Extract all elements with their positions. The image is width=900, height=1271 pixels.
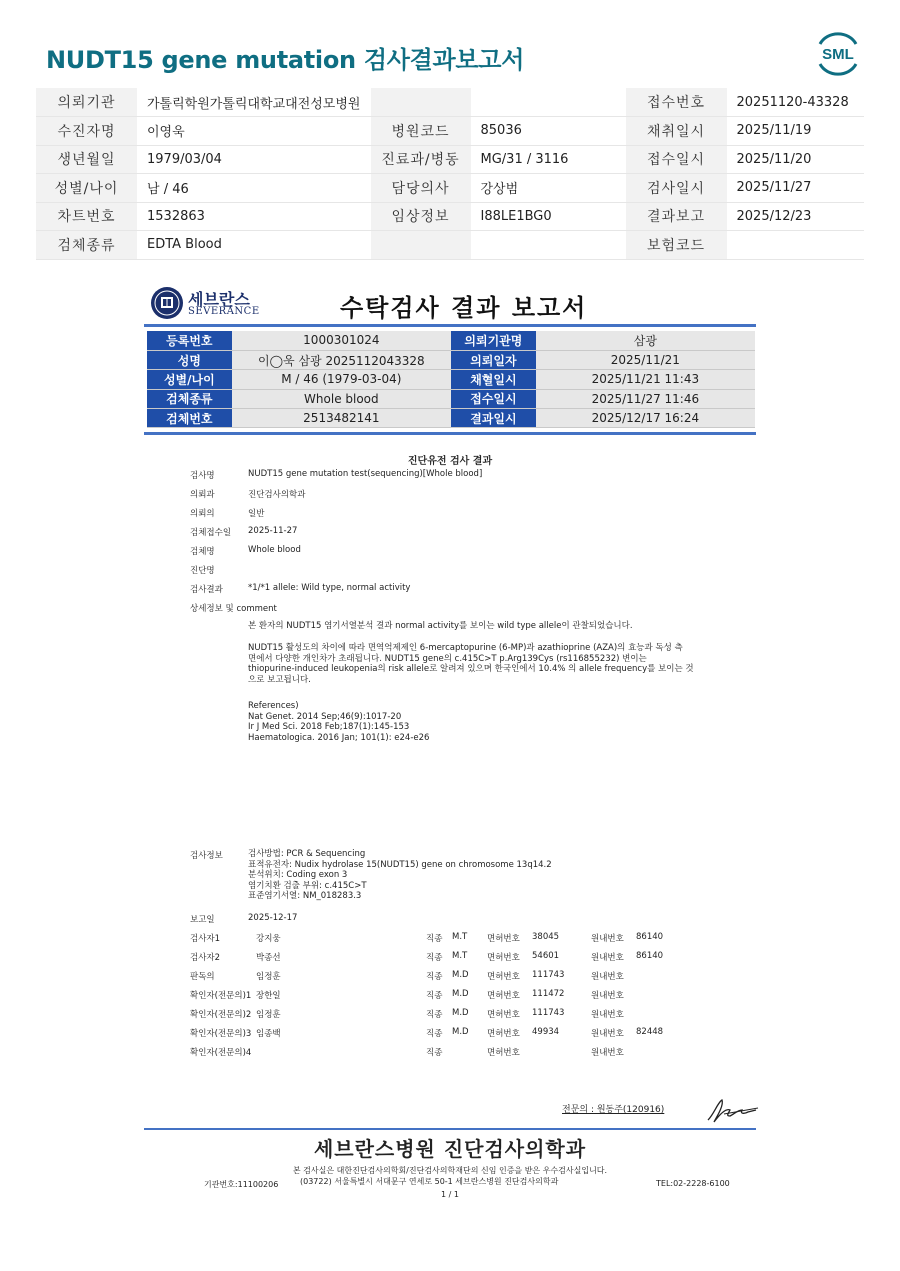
info-value: 가톨릭학원가톨릭대학교대전성모병원 (137, 88, 371, 117)
specialist-confirm: 전문의 : 원동주(120916) (562, 1105, 665, 1115)
severance-label: 성명 (147, 350, 232, 369)
reference-line: References) (248, 701, 299, 711)
severance-row (147, 389, 755, 408)
severance-header (150, 286, 756, 326)
info-value: I88LE1BG0 (471, 202, 626, 231)
result-field-value: Whole blood (248, 545, 301, 555)
info-label: 의뢰기관 (36, 88, 137, 117)
result-field-label: 진단명 (190, 566, 215, 576)
staff-cell: 확인자(전문의)1 (190, 991, 252, 1001)
severance-value: 2025/11/27 11:46 (536, 389, 755, 408)
consignment-report-title: 수탁검사 결과 보고서 (340, 294, 588, 322)
info-label: 진료과/병동 (371, 145, 471, 174)
severance-label: 결과일시 (451, 409, 536, 428)
severance-label: 의뢰기관명 (451, 331, 536, 350)
staff-cell: 면허번호 (487, 934, 520, 944)
telephone: TEL:02-2228-6100 (656, 1179, 730, 1188)
result-field-value: 일반 (248, 509, 265, 519)
info-value: 이영욱 (137, 117, 371, 146)
comment-line: NUDT15 활성도의 차이에 따라 면역억제제인 6-mercaptopurine (6-MP)과 azathioprine (AZA)의 효능과 독성 측 (248, 643, 683, 653)
info-row (36, 174, 864, 203)
test-info-label: 검사정보 (190, 851, 223, 861)
comment-line: thiopurine-induced leukopenia의 risk allele로 알려져 있으며 한국인에서 10.4% 의 allele frequency를 보이는 것 (248, 664, 694, 674)
severance-seal-icon (150, 286, 184, 320)
result-field-label: 검사명 (190, 471, 215, 481)
staff-cell: 86140 (636, 932, 664, 942)
info-value: 2025/11/19 (727, 117, 865, 146)
info-label: 채취일시 (626, 117, 727, 146)
info-value: 20251120-43328 (727, 88, 865, 117)
info-value: 강상범 (471, 174, 626, 203)
page-number: 1 / 1 (441, 1190, 459, 1199)
severance-label: 의뢰일자 (451, 350, 536, 369)
info-row (36, 202, 864, 231)
staff-cell: M.D (452, 1027, 469, 1037)
comment-line: 면에서 다양한 개인차가 초래됩니다. NUDT15 gene의 c.415C>T p.Arg139Cys (rs116855232) 변이는 (248, 653, 647, 664)
staff-cell: 111743 (532, 970, 565, 980)
certification-note: 본 검사실은 대한진단검사의학회/진단검사의학재단의 신임 인증을 받은 우수검사실입니다. (292, 1166, 608, 1175)
detail-label: 상세정보 및 comment (190, 604, 277, 614)
result-field-label: 의뢰의 (190, 509, 215, 519)
severance-value: Whole blood (232, 389, 451, 408)
info-label: 접수일시 (626, 145, 727, 174)
severance-label: 검체번호 (147, 409, 232, 428)
severance-name: 세브란스 (188, 290, 250, 309)
info-value: 2025/11/20 (727, 145, 865, 174)
reference-line: Ir J Med Sci. 2018 Feb;187(1):145-153 (248, 722, 410, 732)
info-label: 성별/나이 (36, 174, 137, 203)
staff-cell: 면허번호 (487, 972, 520, 982)
test-info-line: 분석위치: Coding exon 3 (248, 870, 348, 880)
info-value (471, 231, 626, 260)
result-field-value: 2025-11-27 (248, 526, 298, 536)
staff-cell: 확인자(전문의)2 (190, 1010, 252, 1020)
staff-cell: M.D (452, 1008, 469, 1018)
staff-cell: 원내번호 (591, 972, 624, 982)
report-date-label: 보고일 (190, 915, 215, 925)
severance-name-en: SEVERANCE (188, 306, 260, 317)
staff-cell: 54601 (532, 951, 560, 961)
comment-detail (248, 643, 694, 685)
signature (704, 1096, 760, 1126)
severance-label: 등록번호 (147, 331, 232, 350)
severance-value: 이◯욱 삼광 2025112043328 (232, 350, 451, 369)
staff-cell: 원내번호 (591, 1029, 624, 1039)
info-value: 1532863 (137, 202, 371, 231)
staff-cell: 판독의 (190, 972, 215, 982)
staff-cell: 면허번호 (487, 953, 520, 963)
result-field-value: *1/*1 allele: Wild type, normal activity (248, 583, 411, 593)
info-row (36, 117, 864, 146)
report-date: 2025-12-17 (248, 913, 298, 923)
references (248, 701, 429, 743)
info-row (36, 145, 864, 174)
staff-cell: 직종 (426, 991, 443, 1001)
severance-value: 2025/11/21 11:43 (536, 370, 755, 389)
info-value (471, 88, 626, 117)
info-label (371, 88, 471, 117)
severance-value: 1000301024 (232, 331, 451, 350)
info-value: 2025/11/27 (727, 174, 865, 203)
staff-cell: 직종 (426, 953, 443, 963)
info-label: 임상정보 (371, 202, 471, 231)
severance-row (147, 350, 755, 369)
info-value (727, 231, 865, 260)
staff-cell: 검사자1 (190, 934, 221, 944)
info-value: 2025/12/23 (727, 202, 865, 231)
severance-value: 2513482141 (232, 409, 451, 428)
staff-cell: 임정훈 (256, 1010, 281, 1020)
reference-line: Nat Genet. 2014 Sep;46(9):1017-20 (248, 711, 402, 722)
staff-cell: 검사자2 (190, 953, 221, 963)
info-value: 남 / 46 (137, 174, 371, 203)
result-field-value: NUDT15 gene mutation test(sequencing)[Whole blood] (248, 469, 483, 479)
reference-line: Haematologica. 2016 Jan; 101(1): e24-e26 (248, 732, 430, 743)
divider (144, 432, 756, 435)
test-info-line: 표적유전자: Nudix hydrolase 15(NUDT15) gene on chromosome 13q14.2 (248, 859, 552, 870)
severance-value: 삼광 (536, 331, 755, 350)
info-label: 수진자명 (36, 117, 137, 146)
staff-cell: 임종백 (256, 1029, 281, 1039)
staff-cell: 원내번호 (591, 1010, 624, 1020)
address: (03722) 서울특별시 서대문구 연세로 50-1 세브란스병원 진단검사의학과 (300, 1177, 559, 1186)
staff-cell: 38045 (532, 932, 560, 942)
staff-cell: M.T (452, 951, 468, 961)
staff-cell: 면허번호 (487, 1029, 520, 1039)
severance-info-table (147, 331, 755, 428)
institution-number: 기관번호:11100206 (204, 1180, 279, 1189)
severance-label: 채혈일시 (451, 370, 536, 389)
staff-cell: 장한일 (256, 991, 281, 1001)
severance-value: 2025/12/17 16:24 (536, 409, 755, 428)
divider (144, 324, 756, 327)
result-field-value: 진단검사의학과 (248, 490, 306, 500)
comment-line: 으로 보고됩니다. (248, 674, 311, 685)
severance-value: 2025/11/21 (536, 350, 755, 369)
info-label: 차트번호 (36, 202, 137, 231)
info-label: 검체종류 (36, 231, 137, 260)
sml-logo-text: SML (822, 46, 854, 63)
staff-cell: 면허번호 (487, 991, 520, 1001)
staff-cell: 직종 (426, 1010, 443, 1020)
staff-cell: 111743 (532, 1008, 565, 1018)
info-value: 1979/03/04 (137, 145, 371, 174)
staff-cell: 면허번호 (487, 1048, 520, 1058)
info-label: 결과보고 (626, 202, 727, 231)
info-row (36, 88, 864, 117)
staff-cell: M.D (452, 989, 469, 999)
result-field-label: 의뢰과 (190, 490, 215, 500)
patient-info-table (36, 88, 864, 260)
staff-cell: 원내번호 (591, 1048, 624, 1058)
staff-cell: 82448 (636, 1027, 664, 1037)
staff-cell: 직종 (426, 1029, 443, 1039)
staff-cell: 직종 (426, 934, 443, 944)
severance-value: M / 46 (1979-03-04) (232, 370, 451, 389)
info-label: 검사일시 (626, 174, 727, 203)
severance-row (147, 331, 755, 350)
staff-cell: 직종 (426, 1048, 443, 1058)
divider (144, 1128, 756, 1130)
staff-cell: 강지웅 (256, 934, 281, 944)
result-field-label: 검사결과 (190, 585, 223, 595)
severance-label: 검체종류 (147, 389, 232, 408)
info-label: 접수번호 (626, 88, 727, 117)
severance-row (147, 409, 755, 428)
result-field-label: 검체명 (190, 547, 215, 557)
report-title: NUDT15 gene mutation 검사결과보고서 (46, 46, 525, 74)
info-label: 병원코드 (371, 117, 471, 146)
sml-logo (812, 30, 864, 76)
staff-cell: 임정훈 (256, 972, 281, 982)
staff-cell: 86140 (636, 951, 664, 961)
info-row (36, 231, 864, 260)
staff-cell: 직종 (426, 972, 443, 982)
staff-cell: 확인자(전문의)4 (190, 1048, 252, 1058)
staff-cell: 박종선 (256, 953, 281, 963)
department-name: 세브란스병원 진단검사의학과 (313, 1137, 587, 1161)
staff-cell: 49934 (532, 1027, 560, 1037)
staff-cell: 확인자(전문의)3 (190, 1029, 252, 1039)
comment-summary: 본 환자의 NUDT15 염기서열분석 결과 normal activity를 보이는 wild type allele이 관찰되었습니다. (248, 621, 633, 631)
info-label (371, 231, 471, 260)
info-label: 생년월일 (36, 145, 137, 174)
severance-label: 접수일시 (451, 389, 536, 408)
test-info-line: 염기치환 검출 부위: c.415C>T (248, 880, 367, 891)
staff-cell: M.T (452, 932, 468, 942)
staff-cell: 면허번호 (487, 1010, 520, 1020)
info-label: 보험코드 (626, 231, 727, 260)
test-info-line: 표준염기서열: NM_018283.3 (248, 891, 362, 901)
staff-cell: 원내번호 (591, 934, 624, 944)
severance-label: 성별/나이 (147, 370, 232, 389)
info-value: 85036 (471, 117, 626, 146)
staff-cell: 원내번호 (591, 991, 624, 1001)
info-value: EDTA Blood (137, 231, 371, 260)
test-info (248, 849, 552, 902)
result-field-label: 검체접수일 (190, 528, 232, 538)
staff-cell: 111472 (532, 989, 565, 999)
test-info-line: 검사방법: PCR & Sequencing (248, 849, 366, 859)
result-title: 진단유전 검사 결과 (407, 456, 493, 467)
info-label: 담당의사 (371, 174, 471, 203)
severance-row (147, 370, 755, 389)
info-value: MG/31 / 3116 (471, 145, 626, 174)
staff-cell: 원내번호 (591, 953, 624, 963)
staff-cell: M.D (452, 970, 469, 980)
